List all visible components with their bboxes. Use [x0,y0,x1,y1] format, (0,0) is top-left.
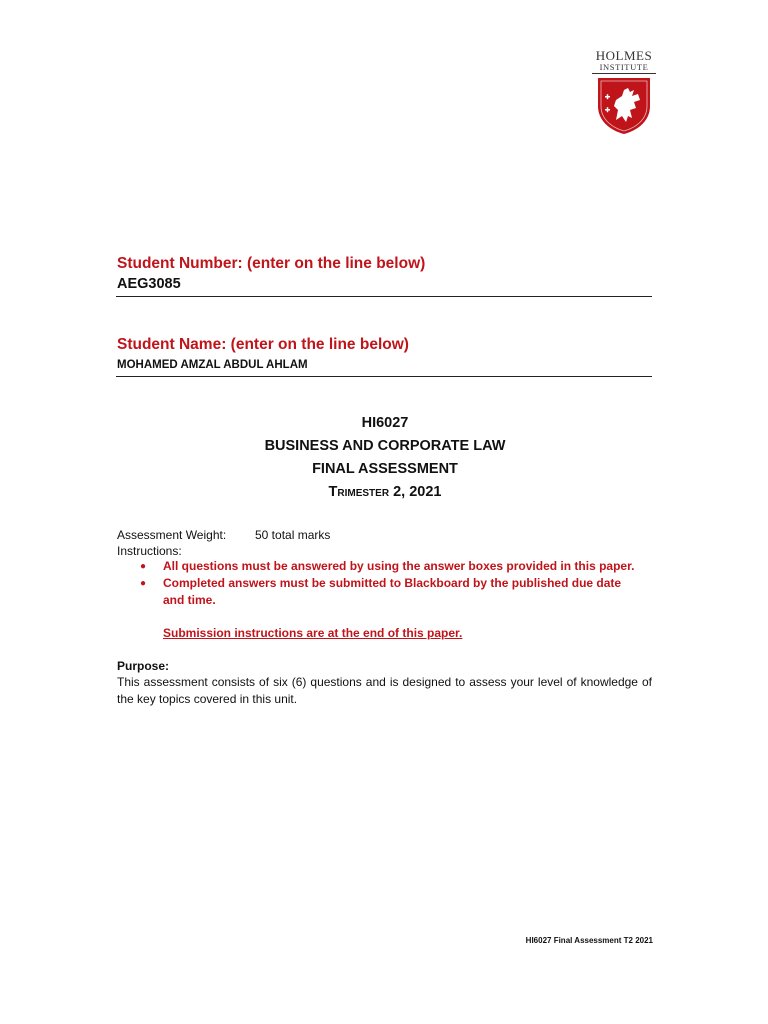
trimester-label: Trimester 2, 2021 [328,484,442,500]
submission-instructions-note: Submission instructions are at the end of this paper. [163,626,463,640]
course-title: BUSINESS AND CORPORATE LAW [264,438,506,454]
course-code: HI6027 [361,415,409,431]
institute-logo [592,48,656,138]
instruction-item-continued: and time. [163,593,216,607]
purpose-label: Purpose: [117,659,170,673]
logo-wordmark-top: HOLMES [595,48,653,63]
student-name-line [116,376,652,377]
bullet-marker: ● [140,578,147,589]
student-name-label: Student Name: (enter on the line below) [117,336,409,353]
bullet-marker: ● [140,561,147,572]
purpose-text: This assessment consists of six (6) questions and is designed to assess your level of knowledge of the key topics covered in this unit. [117,675,652,706]
shield-crest-icon [594,76,654,136]
assessment-weight-value: 50 total marks [255,528,331,542]
student-number-value: AEG3085 [117,276,181,292]
instruction-item: All questions must be answered by using the answer boxes provided in this paper. [163,559,635,573]
assessment-title: FINAL ASSESSMENT [312,461,458,477]
logo-wordmark-bottom: INSTITUTE [592,62,656,74]
page-footer: HI6027 Final Assessment T2 2021 [525,936,653,945]
instruction-item: Completed answers must be submitted to Blackboard by the published due date [163,576,622,590]
student-name-value: MOHAMED AMZAL ABDUL AHLAM [117,359,308,371]
assessment-weight-label: Assessment Weight: [117,528,227,542]
student-number-label: Student Number: (enter on the line below) [117,255,426,272]
student-number-line [116,296,652,297]
instructions-label: Instructions: [117,544,182,558]
